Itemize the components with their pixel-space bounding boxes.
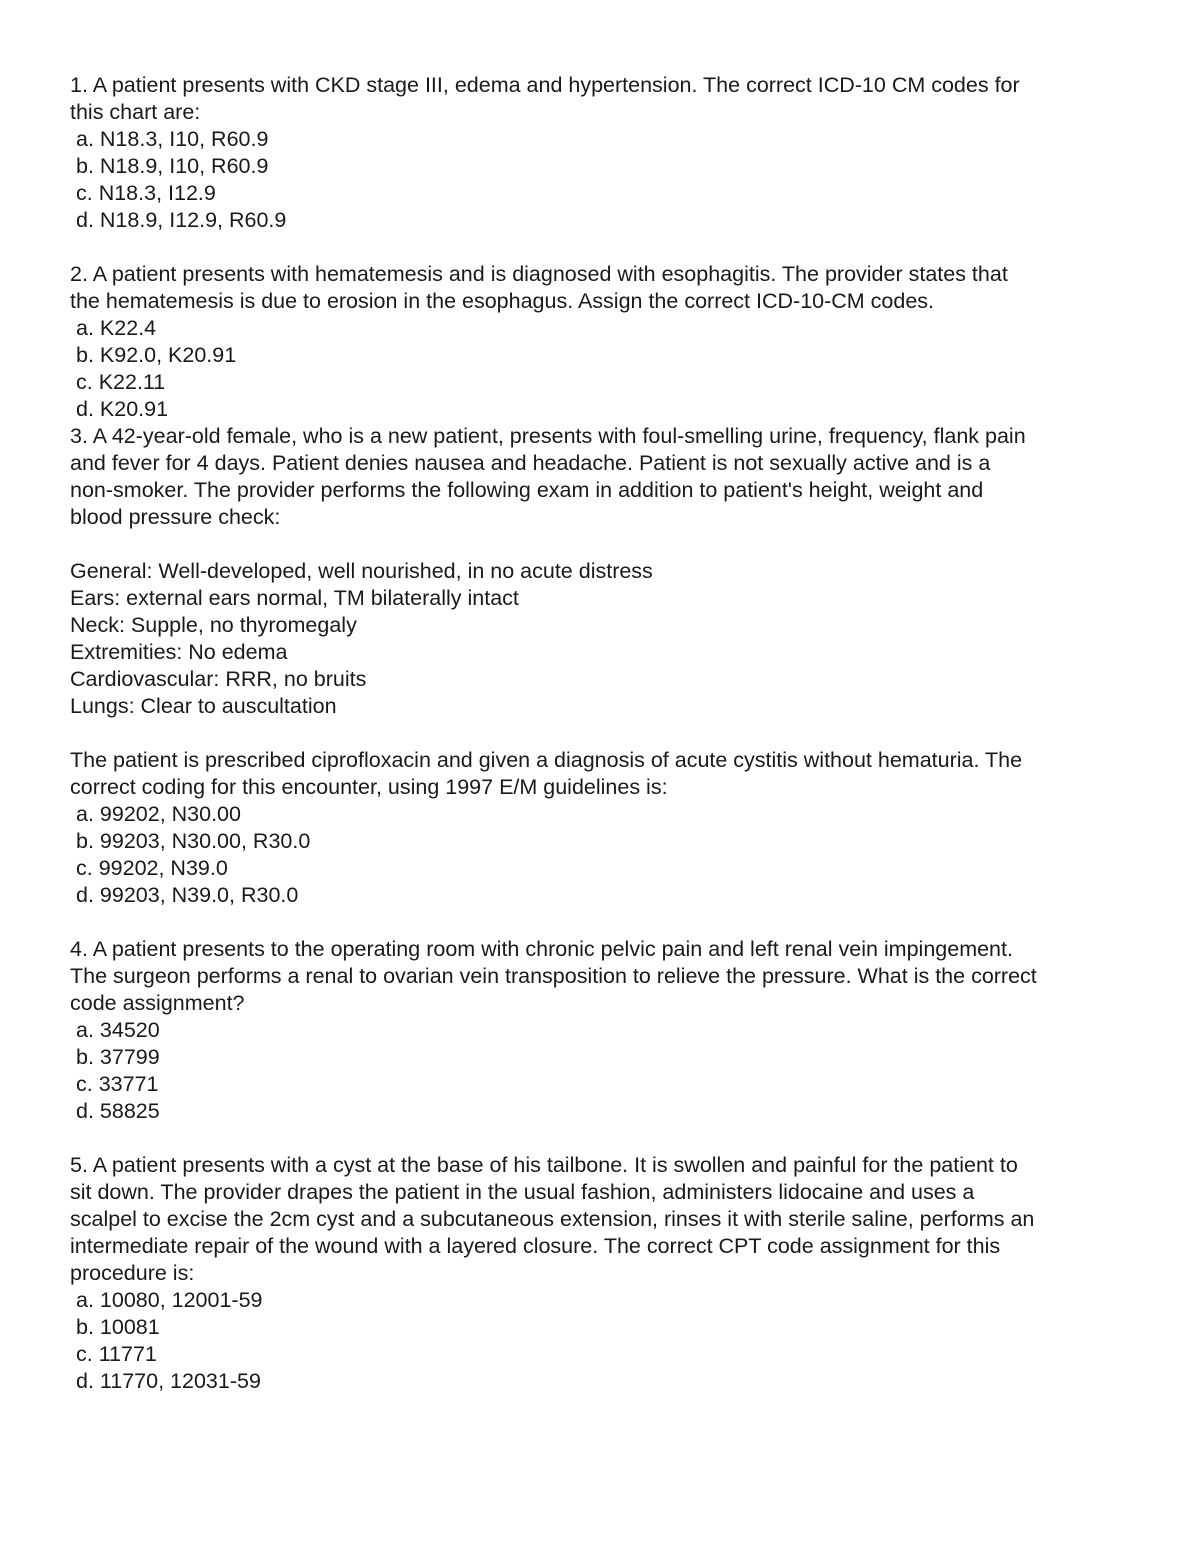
answer-option: d. K20.91 [76, 397, 169, 421]
spacer [70, 1125, 1140, 1152]
answer-option: c. K22.11 [76, 370, 166, 394]
question-followup-line: correct coding for this encounter, using 1997 E/M guidelines is: [70, 775, 668, 799]
question-stem-line: scalpel to excise the 2cm cyst and a subcutaneous extension, rinses it with sterile saline, performs an [70, 1207, 1035, 1231]
question-stem-line: blood pressure check: [70, 505, 281, 529]
answer-option: a. N18.3, I10, R60.9 [76, 127, 269, 151]
answer-option: a. 34520 [76, 1018, 160, 1042]
spacer [70, 720, 1140, 747]
spacer [70, 909, 1140, 936]
answer-option: c. N18.3, I12.9 [76, 181, 216, 205]
answer-option: b. N18.9, I10, R60.9 [76, 154, 269, 178]
answer-option: a. K22.4 [76, 316, 157, 340]
spacer [70, 531, 1140, 558]
answer-option: d. N18.9, I12.9, R60.9 [76, 208, 287, 232]
exam-finding: Cardiovascular: RRR, no bruits [70, 667, 367, 691]
exam-finding: Extremities: No edema [70, 640, 288, 664]
question-stem-line: and fever for 4 days. Patient denies nausea and headache. Patient is not sexually active and is a [70, 451, 991, 475]
answer-option: b. 37799 [76, 1045, 160, 1069]
question-stem-line: The surgeon performs a renal to ovarian vein transposition to relieve the pressure. What is the correct [70, 964, 1037, 988]
question-stem-line: this chart are: [70, 100, 201, 124]
spacer [70, 234, 1140, 261]
answer-option: b. 99203, N30.00, R30.0 [76, 829, 311, 853]
exam-finding: Ears: external ears normal, TM bilaterally intact [70, 586, 519, 610]
question-stem-line: code assignment? [70, 991, 245, 1015]
answer-option: c. 11771 [76, 1342, 157, 1366]
question-3 [70, 423, 1140, 909]
answer-option: a. 99202, N30.00 [76, 802, 241, 826]
document-page [70, 72, 1140, 1395]
answer-option: a. 10080, 12001-59 [76, 1288, 263, 1312]
question-stem-line: 1. A patient presents with CKD stage III, edema and hypertension. The correct ICD-10 CM codes for [70, 73, 1020, 97]
answer-option: d. 58825 [76, 1099, 160, 1123]
question-stem-line: non-smoker. The provider performs the following exam in addition to patient's height, weight and [70, 478, 984, 502]
question-5 [70, 1152, 1140, 1395]
question-stem-line: 2. A patient presents with hematemesis and is diagnosed with esophagitis. The provider states that [70, 262, 1008, 286]
question-stem-line: procedure is: [70, 1261, 195, 1285]
question-stem-line: 4. A patient presents to the operating room with chronic pelvic pain and left renal vein impingement. [70, 937, 1013, 961]
question-stem-line: 3. A 42-year-old female, who is a new patient, presents with foul-smelling urine, frequency, flank pain [70, 424, 1026, 448]
answer-option: d. 99203, N39.0, R30.0 [76, 883, 299, 907]
exam-finding: General: Well-developed, well nourished, in no acute distress [70, 559, 653, 583]
question-2 [70, 261, 1140, 423]
question-4 [70, 936, 1140, 1125]
question-1 [70, 72, 1140, 234]
question-followup-line: The patient is prescribed ciprofloxacin and given a diagnosis of acute cystitis without hematuria. The [70, 748, 1023, 772]
answer-option: b. 10081 [76, 1315, 160, 1339]
answer-option: b. K92.0, K20.91 [76, 343, 237, 367]
answer-option: c. 33771 [76, 1072, 159, 1096]
question-stem-line: 5. A patient presents with a cyst at the base of his tailbone. It is swollen and painful for the patient to [70, 1153, 1018, 1177]
exam-finding: Neck: Supple, no thyromegaly [70, 613, 357, 637]
question-stem-line: sit down. The provider drapes the patient in the usual fashion, administers lidocaine and uses a [70, 1180, 975, 1204]
question-stem-line: the hematemesis is due to erosion in the esophagus. Assign the correct ICD-10-CM codes. [70, 289, 935, 313]
answer-option: c. 99202, N39.0 [76, 856, 228, 880]
question-stem-line: intermediate repair of the wound with a layered closure. The correct CPT code assignment for this [70, 1234, 1001, 1258]
exam-finding: Lungs: Clear to auscultation [70, 694, 337, 718]
answer-option: d. 11770, 12031-59 [76, 1369, 261, 1393]
